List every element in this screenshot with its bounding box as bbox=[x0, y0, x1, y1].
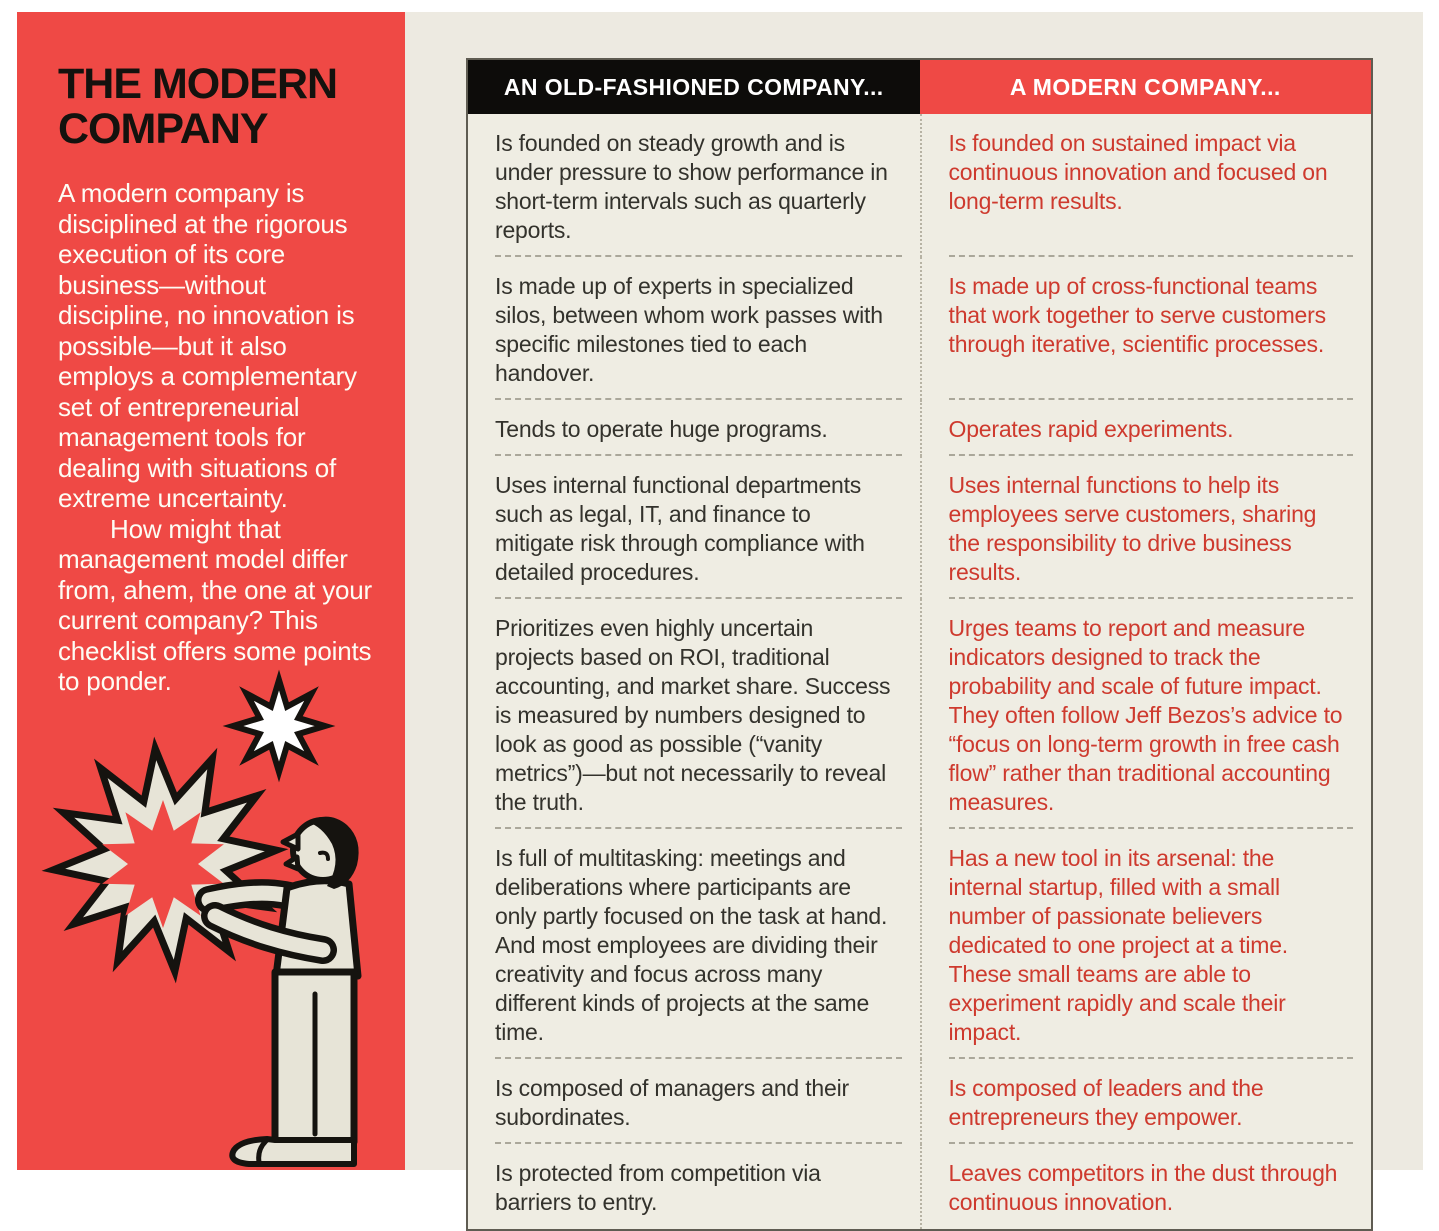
table-header-row bbox=[468, 60, 1371, 114]
sidebar bbox=[17, 12, 405, 1170]
old-company-cell: Is composed of managers and their subordinates. bbox=[468, 1059, 920, 1144]
table-row bbox=[468, 114, 1371, 257]
modern-company-cell: Is composed of leaders and the entrepreneurs they empower. bbox=[920, 1059, 1372, 1144]
table-row bbox=[468, 400, 1371, 456]
modern-company-cell: Leaves competitors in the dust through continuous innovation. bbox=[920, 1144, 1372, 1229]
old-company-cell: Tends to operate huge programs. bbox=[468, 400, 920, 456]
sidebar-intro-paragraph-1: A modern company is disciplined at the rigorous execution of its core business—without discipline, no innovation is possible—but it also employs a complementary set of entrepreneurial management tools for dealing with situations of extreme uncertainty. bbox=[58, 178, 357, 513]
modern-company-cell: Has a new tool in its arsenal: the internal startup, filled with a small number of passionate believers dedicated to one project at a time. These small teams are able to experiment rapidly and scale their impact. bbox=[920, 829, 1372, 1059]
table-row bbox=[468, 599, 1371, 829]
table-row bbox=[468, 456, 1371, 599]
old-company-cell: Prioritizes even highly uncertain projects based on ROI, traditional accounting, and market share. Success is measured by numbers designed to look as good as possible (“vanity metrics”)—but not necessarily to reveal the truth. bbox=[468, 599, 920, 829]
old-company-cell: Is protected from competition via barriers to entry. bbox=[495, 1160, 821, 1215]
modern-company-cell: Operates rapid experiments. bbox=[920, 400, 1372, 456]
comparison-table bbox=[466, 58, 1373, 1231]
page-title: THE MODERN COMPANY bbox=[58, 60, 338, 153]
sidebar-intro-paragraph-2: How might that management model differ from, ahem, the one at your current company? This checklist offers some points to ponder. bbox=[58, 513, 372, 696]
modern-company-cell: Uses internal functions to help its employees serve customers, sharing the responsibility to drive business results. bbox=[920, 456, 1372, 599]
table-row bbox=[468, 1144, 1371, 1229]
table-row bbox=[468, 257, 1371, 400]
old-company-cell: Is full of multitasking: meetings and deliberations where participants are only partly focused on the task at hand. And most employees are dividing their creativity and focus across many different kinds of projects at the same time. bbox=[468, 829, 920, 1059]
modern-company-cell: Urges teams to report and measure indicators designed to track the probability and scale of future impact. They often follow Jeff Bezos’s advice to “focus on long-term growth in free cash flow” rather than traditional accounting measures. bbox=[920, 599, 1372, 829]
old-company-cell: Is made up of experts in specialized silos, between whom work passes with specific milestones tied to each handover. bbox=[468, 257, 920, 400]
table-row bbox=[468, 829, 1371, 1059]
old-company-cell: Uses internal functional departments such as legal, IT, and finance to mitigate risk through compliance with detailed procedures. bbox=[468, 456, 920, 599]
table-row bbox=[468, 1059, 1371, 1144]
infographic-canvas bbox=[17, 12, 1423, 1215]
modern-company-header: A MODERN COMPANY... bbox=[920, 60, 1372, 114]
table-body bbox=[468, 114, 1371, 1229]
old-company-header: AN OLD-FASHIONED COMPANY... bbox=[468, 60, 920, 114]
modern-company-cell: Is made up of cross-functional teams that work together to serve customers through iterative, scientific processes. bbox=[920, 257, 1372, 400]
small-star-icon bbox=[233, 680, 325, 772]
modern-company-cell: Is founded on sustained impact via continuous innovation and focused on long-term results. bbox=[920, 114, 1372, 257]
old-company-cell: Is founded on steady growth and is under pressure to show performance in short-term intervals such as quarterly reports. bbox=[468, 114, 920, 257]
man-holding-starburst-illustration bbox=[17, 650, 405, 1170]
